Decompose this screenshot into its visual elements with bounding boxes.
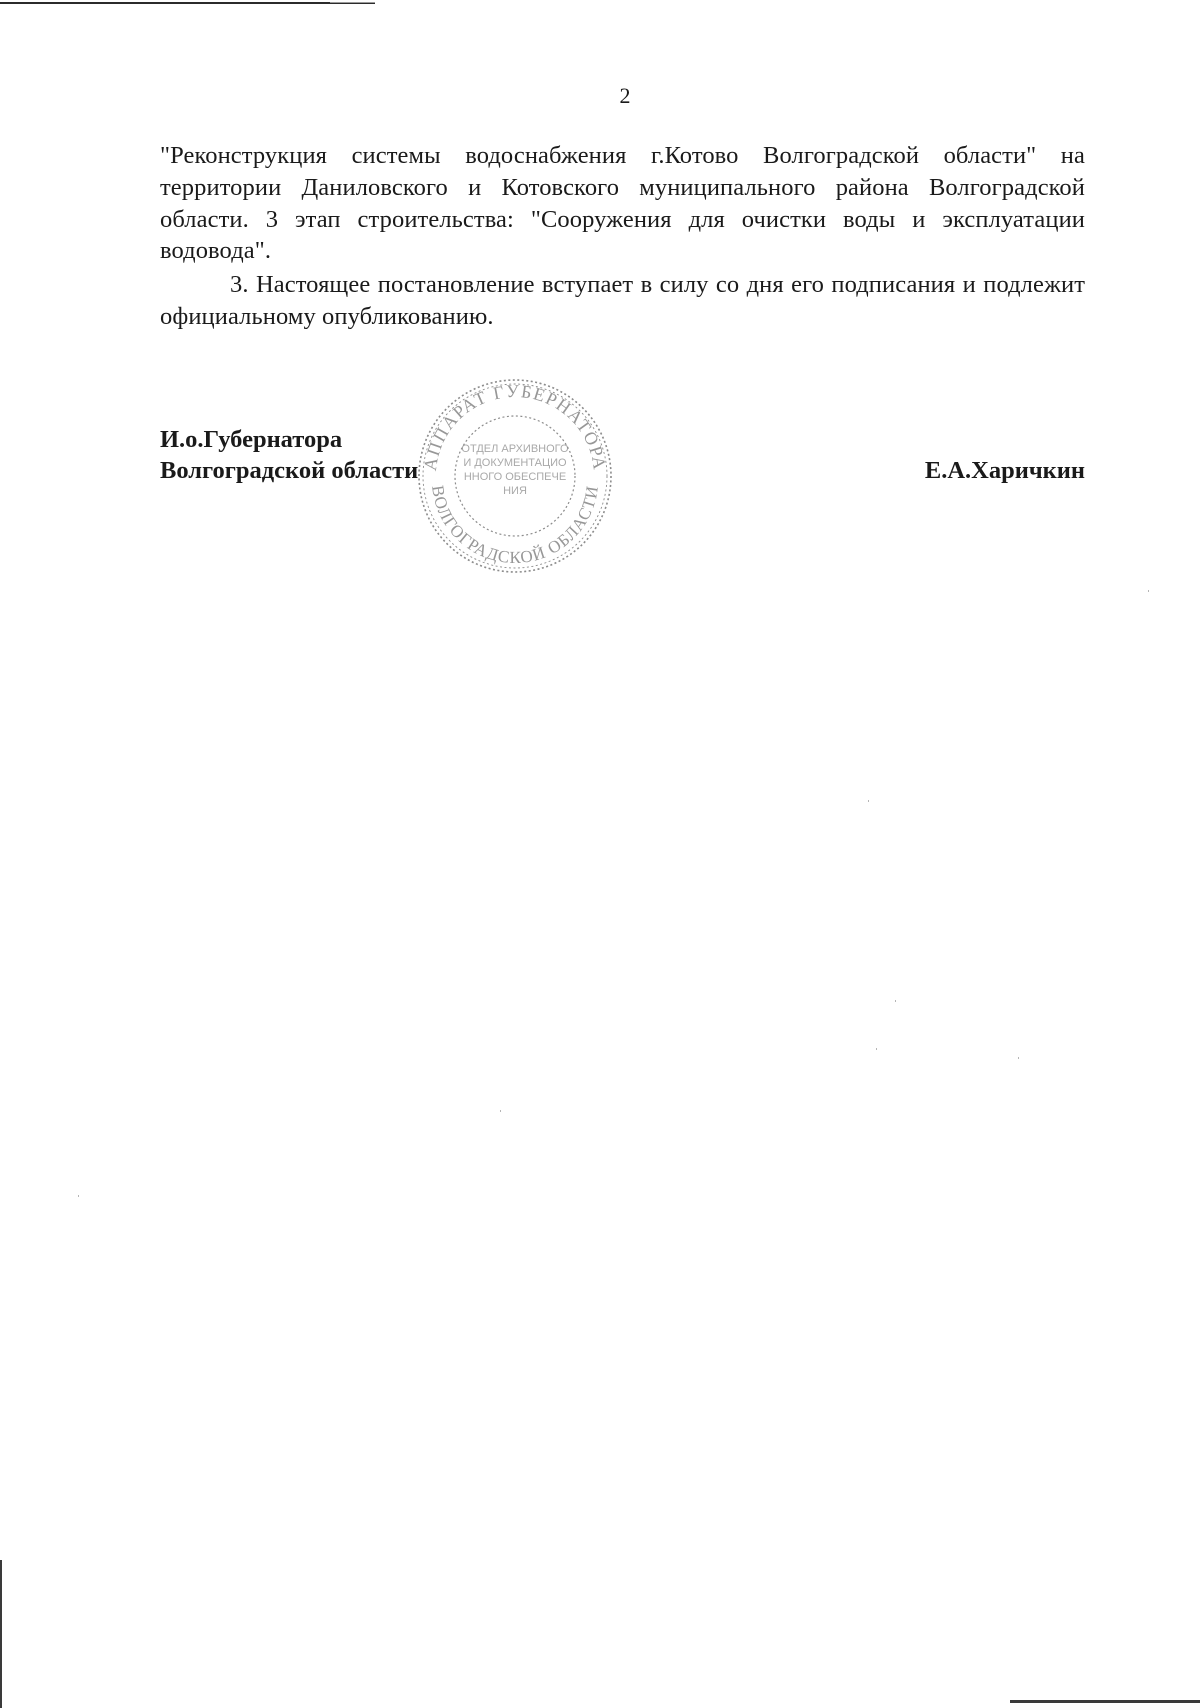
page-number: 2 bbox=[619, 83, 631, 108]
scan-artifact-top-line-faint bbox=[330, 2, 375, 3]
body-paragraph-effective-date: 3. Настоящее постановление вступает в силу со дня его подписания и подлежит официальному опубликованию. bbox=[160, 271, 1085, 330]
body-paragraph-continuation: "Реконструкция системы водоснабжения г.Котово Волгоградской области" на территории Даниловского и Котовского муниципального района Волгоградской области. 3 этап строительства: "Сооружения для очистки воды и эксплуатации водовода". bbox=[160, 142, 1085, 265]
scan-speck bbox=[1148, 590, 1149, 592]
scan-speck bbox=[78, 1195, 79, 1197]
scan-speck bbox=[876, 1048, 877, 1050]
scan-artifact-top-line bbox=[0, 2, 375, 4]
signatory-position-line-1: И.о.Губернатора bbox=[160, 426, 343, 453]
scan-speck bbox=[895, 1000, 896, 1002]
seal-ring-text-bottom: ВОЛГОГРАДСКОЙ ОБЛАСТИ bbox=[428, 483, 602, 568]
document-body bbox=[160, 140, 1085, 333]
scan-speck bbox=[500, 1110, 501, 1112]
official-seal-stamp bbox=[398, 364, 628, 574]
seal-ring-text-top: АППАРАТ ГУБЕРНАТОРА bbox=[419, 380, 611, 472]
scan-artifact-left-edge bbox=[0, 1560, 2, 1708]
signatory-name: Е.А.Харичкин bbox=[924, 457, 1085, 484]
signatory-position-line-2: Волгоградской области bbox=[160, 457, 419, 484]
scan-speck bbox=[868, 800, 869, 802]
signatory-position bbox=[160, 424, 418, 486]
scan-speck bbox=[1018, 1057, 1019, 1059]
scan-artifact-bottom-edge bbox=[1010, 1700, 1200, 1703]
seal-center-text: ОТДЕЛ АРХИВНОГО И ДОКУМЕНТАЦИОННОГО ОБЕСПЕЧЕНИЯ bbox=[461, 443, 569, 497]
